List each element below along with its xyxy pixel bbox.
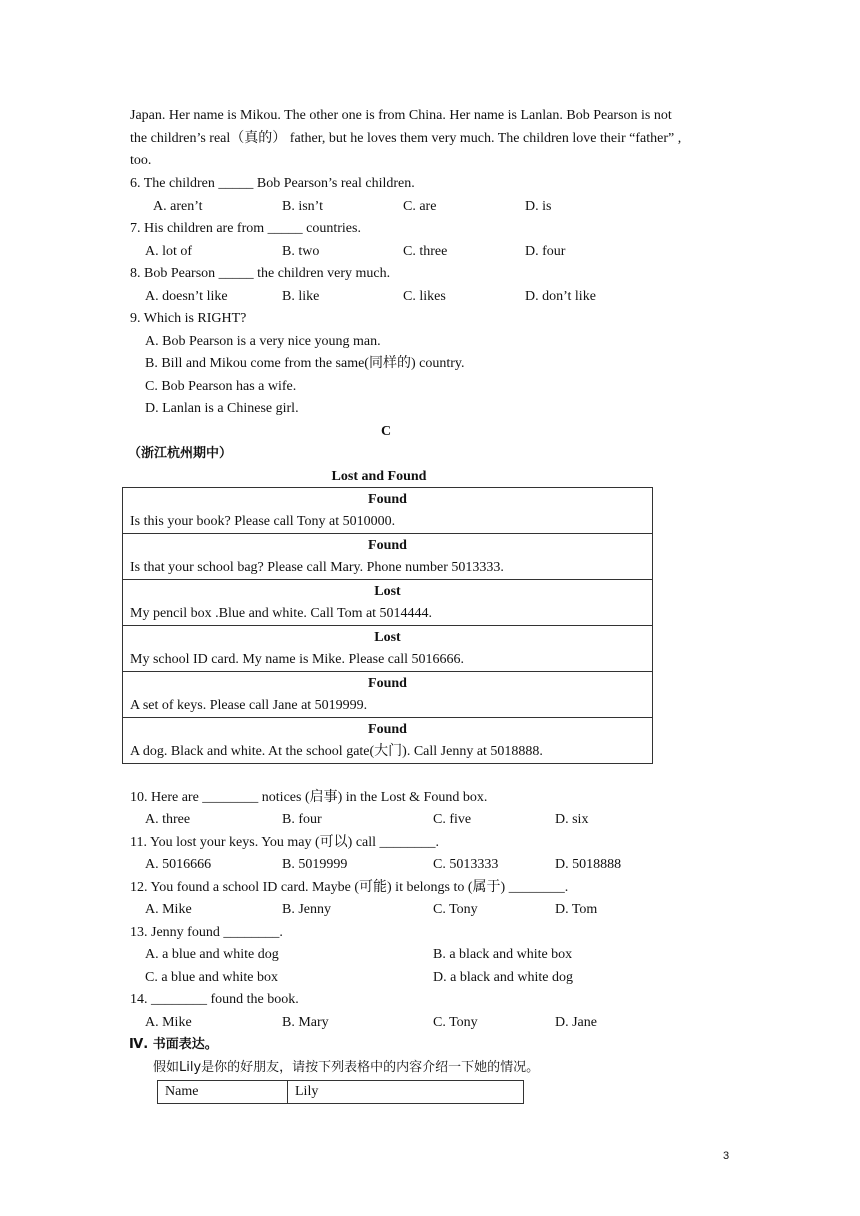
question-11-option-b: B. 5019999 xyxy=(282,857,348,872)
notice-body: A set of keys. Please call Jane at 5019999. xyxy=(130,698,368,713)
question-13-option-a: A. a blue and white dog xyxy=(145,947,279,962)
question-11-option-d: D. 5018888 xyxy=(555,857,622,872)
notice-body: My school ID card. My name is Mike. Please call 5016666. xyxy=(130,652,464,667)
question-6-stem: 6. The children _____ Bob Pearson’s real children. xyxy=(130,176,415,191)
notice-row xyxy=(123,534,653,580)
notice-heading: Lost xyxy=(374,584,401,599)
info-label: Name xyxy=(158,1081,288,1104)
info-value: Lily xyxy=(288,1081,524,1104)
lost-found-table xyxy=(122,487,653,764)
question-8-option-b: B. like xyxy=(282,289,320,304)
info-table xyxy=(157,1080,524,1104)
page-number: 3 xyxy=(723,1150,730,1162)
notice-body: My pencil box .Blue and white. Call Tom at 5014444. xyxy=(130,606,433,621)
question-8-option-c: C. likes xyxy=(403,289,446,304)
question-7-option-b: B. two xyxy=(282,244,320,259)
question-11-option-a: A. 5016666 xyxy=(145,857,212,872)
question-6-option-b: B. isn’t xyxy=(282,199,323,214)
question-12-option-b: B. Jenny xyxy=(282,902,331,917)
question-6-option-c: C. are xyxy=(403,199,437,214)
question-10-option-b: B. four xyxy=(282,812,322,827)
notice-body: A dog. Black and white. At the school gate(大门). Call Jenny at 5018888. xyxy=(130,744,543,759)
question-13-option-c: C. a blue and white box xyxy=(145,970,278,985)
question-9-option-b: B. Bill and Mikou come from the same(同样的) country. xyxy=(145,356,465,371)
question-9-option-a: A. Bob Pearson is a very nice young man. xyxy=(145,334,381,349)
question-10-option-c: C. five xyxy=(433,812,472,827)
question-14-option-d: D. Jane xyxy=(555,1015,597,1030)
question-14-option-c: C. Tony xyxy=(433,1015,478,1030)
question-9-option-c: C. Bob Pearson has a wife. xyxy=(145,379,297,394)
notice-row xyxy=(123,488,653,534)
question-12-option-d: D. Tom xyxy=(555,902,598,917)
question-14-stem: 14. ________ found the book. xyxy=(130,992,299,1007)
notice-body: Is this your book? Please call Tony at 5010000. xyxy=(130,514,396,529)
notice-heading: Lost xyxy=(374,630,401,645)
question-8-stem: 8. Bob Pearson _____ the children very much. xyxy=(130,266,391,281)
notice-row xyxy=(123,580,653,626)
section-c-source: （浙江杭州期中） xyxy=(128,446,233,461)
section-c-letter: C xyxy=(380,424,392,439)
notice-heading: Found xyxy=(368,722,407,737)
notice-row xyxy=(123,718,653,764)
question-9-stem: 9. Which is RIGHT? xyxy=(130,311,247,326)
notice-heading: Found xyxy=(368,538,407,553)
section-iv-heading: Ⅳ. 书面表达。 xyxy=(129,1037,218,1052)
question-8-option-a: A. doesn’t like xyxy=(145,289,228,304)
question-7-option-d: D. four xyxy=(525,244,566,259)
question-12-option-c: C. Tony xyxy=(433,902,478,917)
notice-heading: Found xyxy=(368,492,407,507)
question-7-option-a: A. lot of xyxy=(145,244,193,259)
question-14-option-a: A. Mike xyxy=(145,1015,192,1030)
question-13-option-b: B. a black and white box xyxy=(433,947,573,962)
question-13-option-d: D. a black and white dog xyxy=(433,970,573,985)
question-11-stem: 11. You lost your keys. You may (可以) call ________. xyxy=(130,835,440,850)
notice-row xyxy=(123,626,653,672)
question-13-stem: 13. Jenny found ________. xyxy=(130,925,283,940)
passage-line-2: the children’s real（真的） father, but he loves them very much. The children love their “father” , xyxy=(130,131,682,146)
question-10-option-a: A. three xyxy=(145,812,191,827)
question-12-stem: 12. You found a school ID card. Maybe (可能) it belongs to (属于) ________. xyxy=(130,880,569,895)
passage-line-3: too. xyxy=(130,153,152,168)
question-7-stem: 7. His children are from _____ countries. xyxy=(130,221,361,236)
question-14-option-b: B. Mary xyxy=(282,1015,329,1030)
question-6-option-d: D. is xyxy=(525,199,552,214)
question-9-option-d: D. Lanlan is a Chinese girl. xyxy=(145,401,299,416)
lost-found-title: Lost and Found xyxy=(331,469,427,484)
passage-line-1: Japan. Her name is Mikou. The other one is from China. Her name is Lanlan. Bob Pearson is not xyxy=(130,108,672,123)
notice-heading: Found xyxy=(368,676,407,691)
question-7-option-c: C. three xyxy=(403,244,448,259)
notice-row xyxy=(123,672,653,718)
notice-body: Is that your school bag? Please call Mary. Phone number 5013333. xyxy=(130,560,504,575)
question-10-option-d: D. six xyxy=(555,812,589,827)
info-row xyxy=(158,1081,524,1104)
question-6-option-a: A. aren’t xyxy=(153,199,203,214)
section-iv-instruction: 假如Lily是你的好朋友，请按下列表格中的内容介绍一下她的情况。 xyxy=(153,1060,540,1075)
question-8-option-d: D. don’t like xyxy=(525,289,596,304)
question-12-option-a: A. Mike xyxy=(145,902,192,917)
question-10-stem: 10. Here are ________ notices (启事) in the Lost & Found box. xyxy=(130,790,488,805)
question-11-option-c: C. 5013333 xyxy=(433,857,499,872)
